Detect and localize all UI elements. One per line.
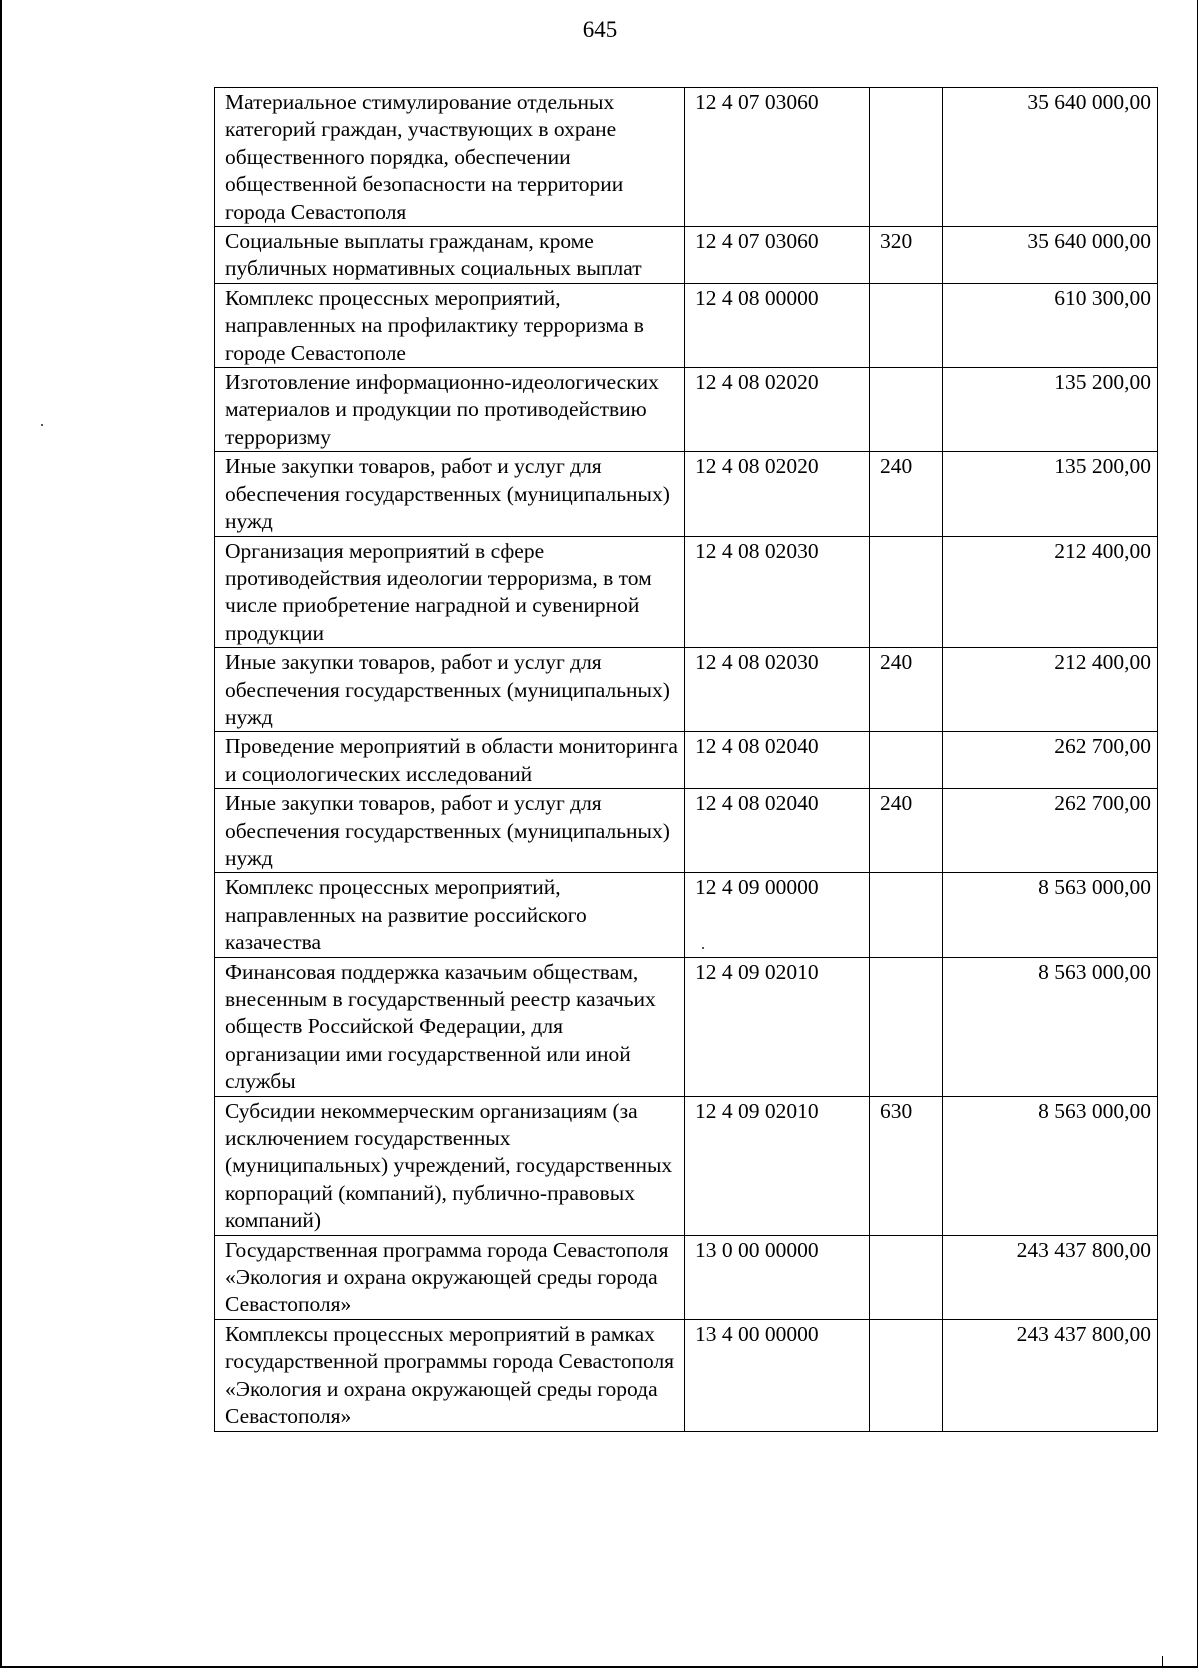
row-name: Проведение мероприятий в области мониторинга и социологических исследований [215, 732, 685, 789]
row-sum: 135 200,00 [943, 452, 1158, 536]
row-name: Комплекс процессных мероприятий, направленных на развитие российского казачества [215, 873, 685, 957]
row-type: 630 [870, 1096, 943, 1235]
table-row [215, 452, 1158, 536]
table-row [215, 227, 1158, 284]
row-type [870, 88, 943, 227]
page-number: 645 [582, 17, 618, 42]
row-sum: 212 400,00 [943, 536, 1158, 648]
row-name: Материальное стимулирование отдельных категорий граждан, участвующих в охране общественного порядка, обеспечении общественной безопасности на территории города Севастополя [215, 88, 685, 227]
scan-speck [41, 424, 43, 426]
row-name: Комплексы процессных мероприятий в рамках государственной программы города Севастополя «Экология и охрана окружающей среды города Севастополя» [215, 1319, 685, 1431]
table-row [215, 732, 1158, 789]
row-code: 12 4 09 00000 [685, 873, 870, 957]
row-name: Государственная программа города Севастополя «Экология и охрана окружающей среды города Севастополя» [215, 1235, 685, 1319]
row-type [870, 536, 943, 648]
table-row [215, 283, 1158, 367]
row-sum: 610 300,00 [943, 283, 1158, 367]
row-code: 12 4 08 02040 [685, 732, 870, 789]
row-name: Социальные выплаты гражданам, кроме публичных нормативных социальных выплат [215, 227, 685, 284]
row-code: 13 0 00 00000 [685, 1235, 870, 1319]
row-name: Финансовая поддержка казачьим обществам, внесенным в государственный реестр казачьих обществ Российской Федерации, для организации ими государственной или иной службы [215, 957, 685, 1096]
table-row [215, 957, 1158, 1096]
row-name: Иные закупки товаров, работ и услуг для обеспечения государственных (муниципальных) нужд [215, 648, 685, 732]
row-sum: 35 640 000,00 [943, 88, 1158, 227]
row-name: Субсидии некоммерческим организациям (за исключением государственных (муниципальных) учреждений, государственных корпораций (компаний), публично-правовых компаний) [215, 1096, 685, 1235]
row-code: 12 4 08 02020 [685, 368, 870, 452]
row-type [870, 732, 943, 789]
table-row [215, 1096, 1158, 1235]
table-row [215, 88, 1158, 227]
row-type: 240 [870, 648, 943, 732]
row-type: 240 [870, 789, 943, 873]
row-sum: 243 437 800,00 [943, 1235, 1158, 1319]
row-sum: 8 563 000,00 [943, 957, 1158, 1096]
row-name: Комплекс процессных мероприятий, направленных на профилактику терроризма в городе Севастополе [215, 283, 685, 367]
row-code: 12 4 08 00000 [685, 283, 870, 367]
row-code: 12 4 08 02040 [685, 789, 870, 873]
table-row [215, 368, 1158, 452]
row-type [870, 1235, 943, 1319]
table-row [215, 789, 1158, 873]
row-code: 12 4 08 02020 [685, 452, 870, 536]
table-row [215, 1235, 1158, 1319]
row-type [870, 957, 943, 1096]
row-sum: 35 640 000,00 [943, 227, 1158, 284]
row-name: Иные закупки товаров, работ и услуг для обеспечения государственных (муниципальных) нужд [215, 452, 685, 536]
row-code: 12 4 09 02010 [685, 1096, 870, 1235]
table-row [215, 873, 1158, 957]
row-name: Организация мероприятий в сфере противодействия идеологии терроризма, в том числе приобретение наградной и сувенирной продукции [215, 536, 685, 648]
scan-tick-mark [1162, 1656, 1163, 1668]
row-sum: 8 563 000,00 [943, 873, 1158, 957]
row-type [870, 1319, 943, 1431]
row-sum: 135 200,00 [943, 368, 1158, 452]
table-row [215, 648, 1158, 732]
row-type: 240 [870, 452, 943, 536]
row-type [870, 283, 943, 367]
row-sum: 243 437 800,00 [943, 1319, 1158, 1431]
row-name: Иные закупки товаров, работ и услуг для обеспечения государственных (муниципальных) нужд [215, 789, 685, 873]
row-type [870, 873, 943, 957]
row-code: 12 4 09 02010 [685, 957, 870, 1096]
row-type: 320 [870, 227, 943, 284]
row-code: 12 4 08 02030 [685, 536, 870, 648]
row-name: Изготовление информационно-идеологических материалов и продукции по противодействию терроризму [215, 368, 685, 452]
table-row [215, 1319, 1158, 1431]
row-code: 12 4 07 03060 [685, 88, 870, 227]
table-row [215, 536, 1158, 648]
row-code: 12 4 07 03060 [685, 227, 870, 284]
row-sum: 262 700,00 [943, 789, 1158, 873]
row-code: 13 4 00 00000 [685, 1319, 870, 1431]
scan-speck [702, 947, 704, 949]
row-sum: 8 563 000,00 [943, 1096, 1158, 1235]
row-code: 12 4 08 02030 [685, 648, 870, 732]
row-type [870, 368, 943, 452]
row-sum: 262 700,00 [943, 732, 1158, 789]
budget-table [214, 87, 1158, 1432]
row-sum: 212 400,00 [943, 648, 1158, 732]
